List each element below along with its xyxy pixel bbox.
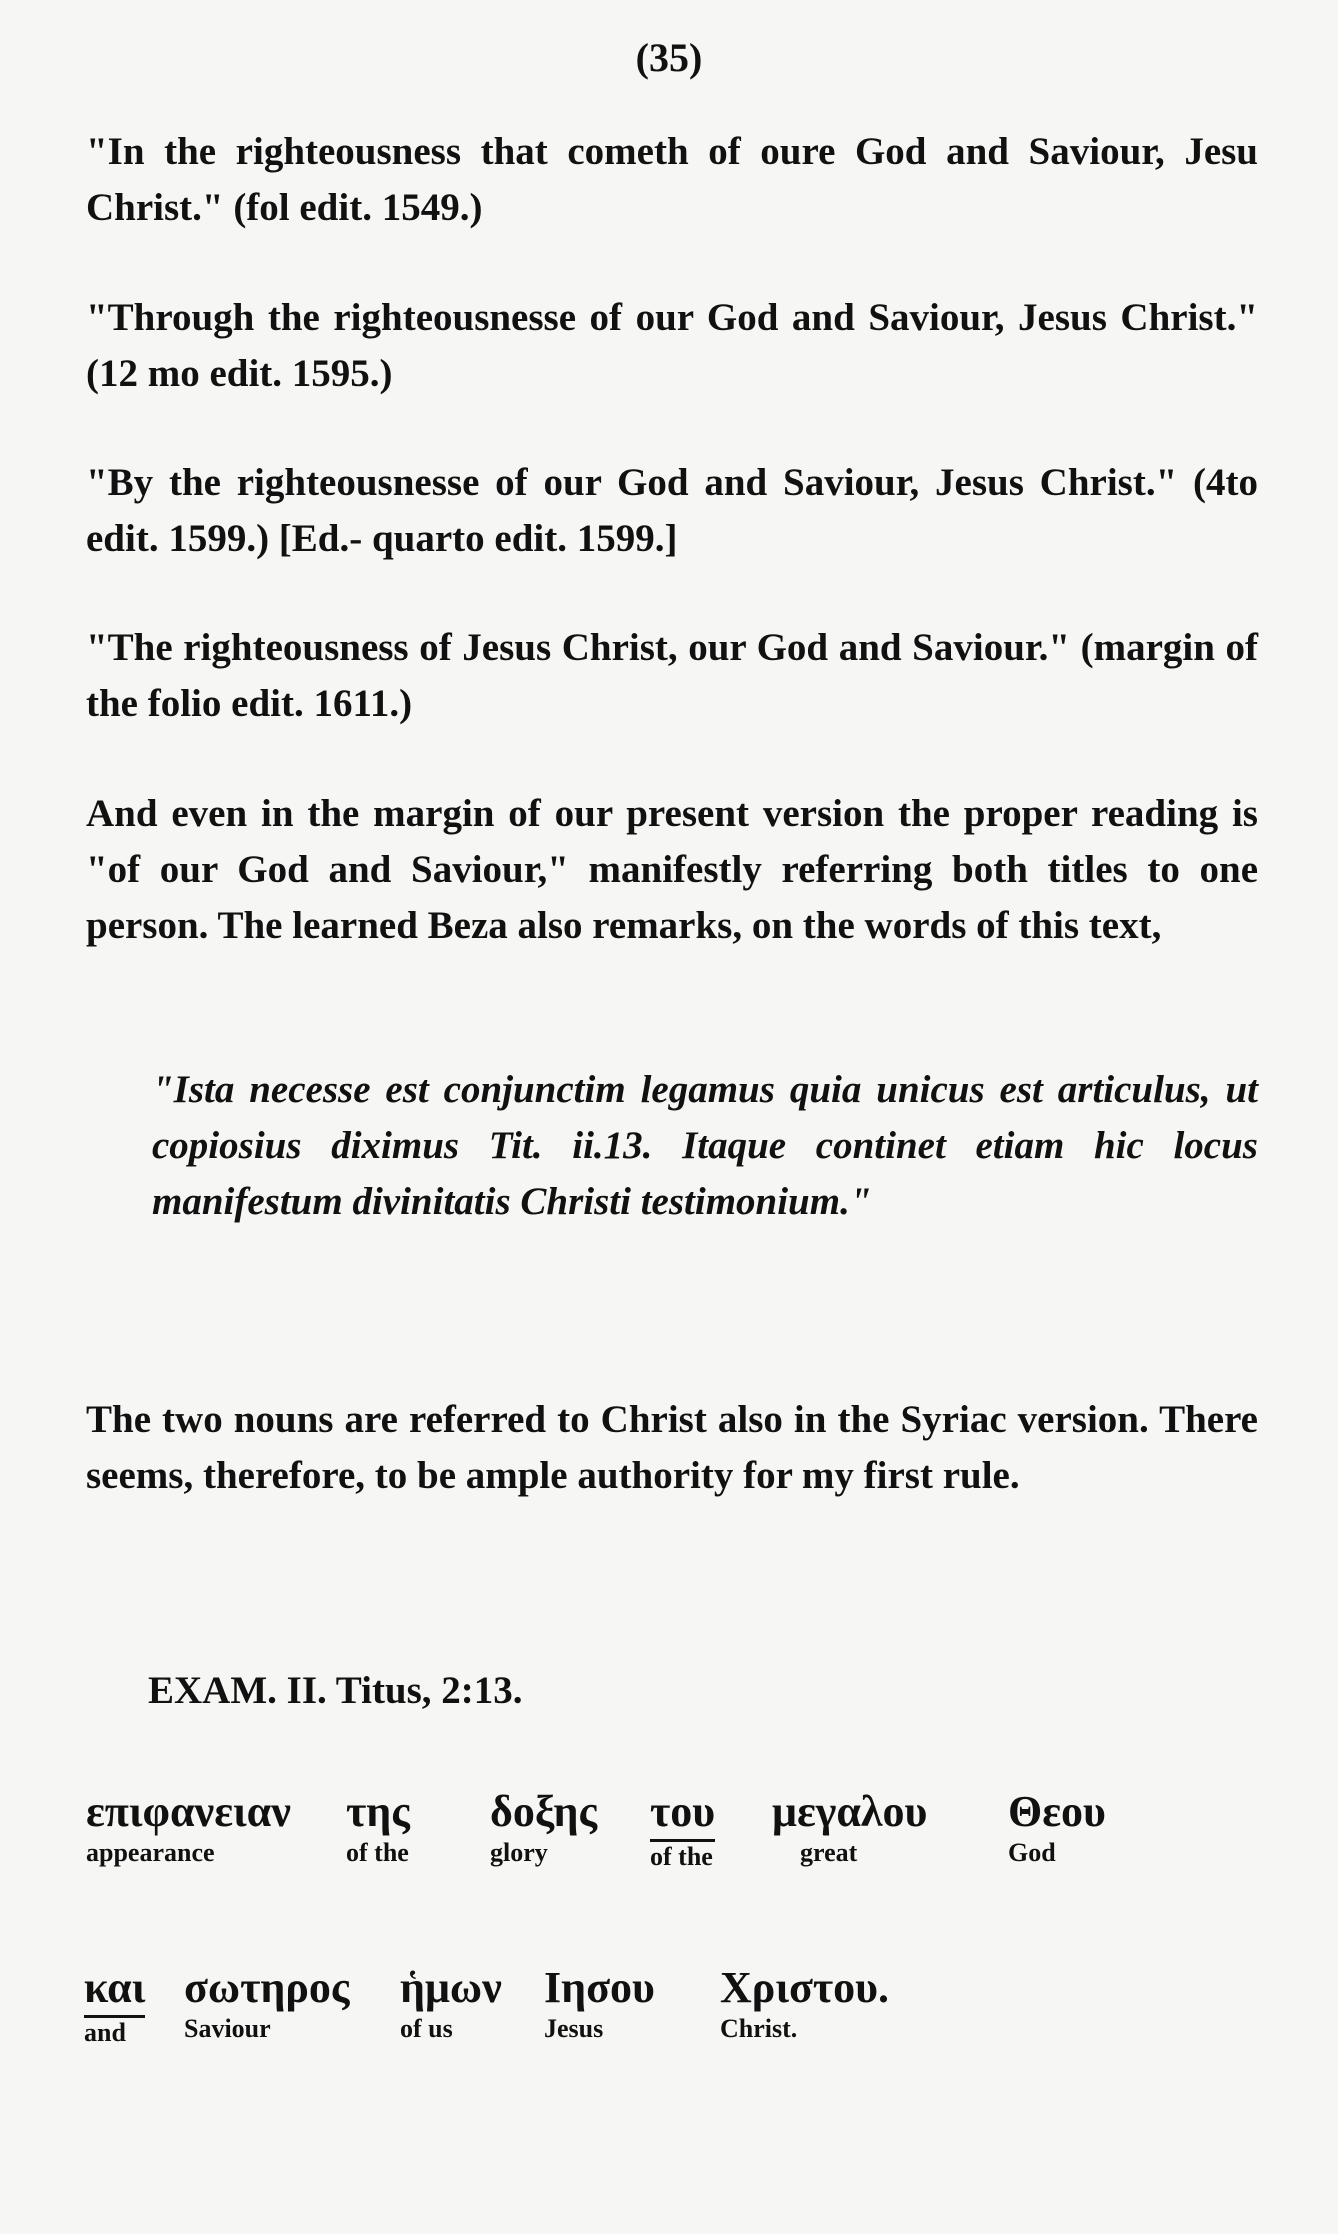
greek-word: Θεου bbox=[1008, 1787, 1106, 1836]
greek-word: σωτηρος bbox=[184, 1963, 350, 2012]
greek-word: δοξης bbox=[490, 1787, 598, 1836]
english-gloss: God bbox=[1008, 1838, 1056, 1867]
interlinear-word bbox=[1008, 1786, 1106, 1868]
english-gloss: of us bbox=[400, 2014, 453, 2043]
greek-word: ἡμων bbox=[400, 1963, 502, 2012]
beza-latin-quote: "Ista necesse est conjunctim legamus quia unicus est articulus, ut copiosius diximus Tit. ii.13. Itaque continet etiam hic locus manifestum divinitatis Christi testimonium." bbox=[152, 1068, 1258, 1223]
interlinear-word bbox=[184, 1962, 349, 2044]
greek-word: της bbox=[346, 1787, 410, 1836]
margin-reading-paragraph: And even in the margin of our present version the proper reading is "of our God and Saviour," manifestly referring both titles to one person. The learned Beza also remarks, on the words of this text, bbox=[86, 792, 1258, 947]
greek-word: επιφανειαν bbox=[86, 1787, 291, 1836]
greek-word: Ιησου bbox=[544, 1963, 655, 2012]
exam-heading: EXAM. II. Titus, 2:13. bbox=[148, 1669, 523, 1712]
english-gloss: and bbox=[84, 2018, 126, 2047]
interlinear-word bbox=[346, 1786, 410, 1868]
greek-word: Χριστου. bbox=[720, 1963, 890, 2012]
interlinear-word bbox=[772, 1786, 927, 1868]
interlinear-word bbox=[400, 1962, 502, 2044]
english-gloss: great bbox=[800, 1838, 858, 1867]
interlinear-word bbox=[650, 1786, 715, 1872]
interlinear-word bbox=[544, 1962, 655, 2044]
quote-paragraph-1599: "By the righteousnesse of our God and Saviour, Jesus Christ." (4to edit. 1599.) [Ed.- quarto edit. 1599.] bbox=[86, 461, 1258, 560]
english-gloss: glory bbox=[490, 1838, 548, 1867]
english-gloss: of the bbox=[346, 1838, 409, 1867]
quote-paragraph-1595: "Through the righteousnesse of our God and Saviour, Jesus Christ." (12 mo edit. 1595.) bbox=[86, 296, 1258, 395]
syriac-paragraph: The two nouns are referred to Christ also in the Syriac version. There seems, therefore, to be ample authority for my first rule. bbox=[86, 1398, 1258, 1497]
interlinear-word bbox=[86, 1786, 291, 1868]
page-number: (35) bbox=[635, 35, 703, 80]
english-gloss: of the bbox=[650, 1842, 713, 1871]
english-gloss: Christ. bbox=[720, 2014, 798, 2043]
quote-paragraph-1549: "In the righteousness that cometh of oure God and Saviour, Jesu Christ." (fol edit. 1549.) bbox=[86, 130, 1258, 229]
interlinear-word bbox=[720, 1962, 889, 2044]
greek-word: και bbox=[84, 1962, 145, 2018]
english-gloss: Jesus bbox=[544, 2014, 604, 2043]
interlinear-word bbox=[490, 1786, 597, 1868]
greek-word: μεγαλου bbox=[772, 1787, 928, 1836]
interlinear-word bbox=[84, 1962, 145, 2048]
greek-word: του bbox=[650, 1786, 715, 1842]
english-gloss: Saviour bbox=[184, 2014, 271, 2043]
english-gloss: appearance bbox=[86, 1838, 215, 1867]
quote-paragraph-1611: "The righteousness of Jesus Christ, our God and Saviour." (margin of the folio edit. 1611.) bbox=[86, 626, 1258, 725]
